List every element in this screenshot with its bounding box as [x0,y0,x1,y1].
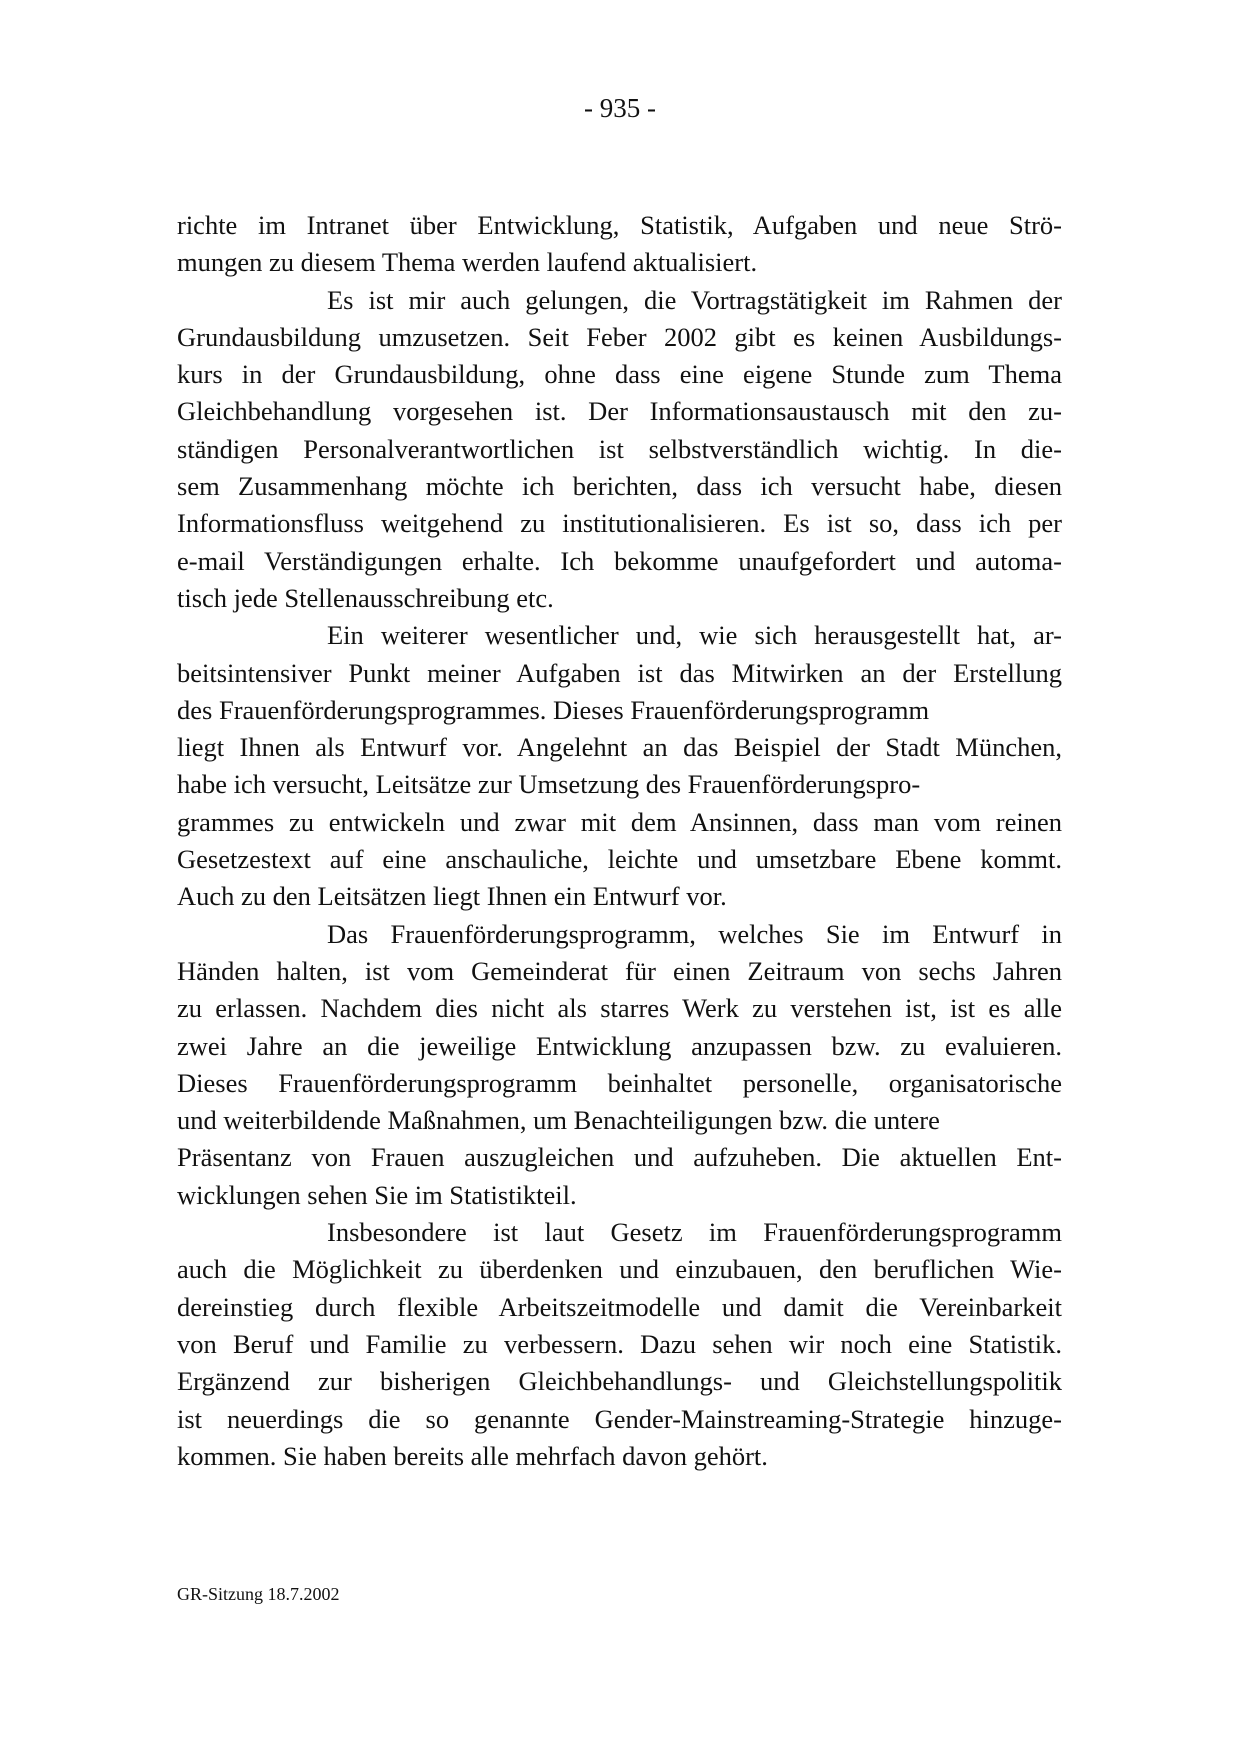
text-line: des Frauenförderungsprogrammes. Dieses Frauenförderungsprogramm [177,694,930,725]
text-line: liegt Ihnen als Entwurf vor. Angelehnt an das Beispiel der Stadt München, [177,732,1062,763]
text-line: Gleichbehandlung vorgesehen ist. Der Informationsaustausch mit den zu- [177,396,1062,427]
text-line: ist neuerdings die so genannte Gender-Mainstreaming-Strategie hinzuge- [177,1403,1062,1434]
text-line: dereinstieg durch flexible Arbeitszeitmodelle und damit die Vereinbarkeit [177,1291,1062,1322]
text-line: kurs in der Grundausbildung, ohne dass eine eigene Stunde zum Thema [177,359,1062,390]
text-line: beitsintensiver Punkt meiner Aufgaben ist das Mitwirken an der Erstellung [177,657,1062,688]
text-line: Insbesondere ist laut Gesetz im Frauenförderungsprogramm [327,1217,1062,1248]
text-line: auch die Möglichkeit zu überdenken und einzubauen, den beruflichen Wie- [177,1254,1062,1285]
text-line: Es ist mir auch gelungen, die Vortragstätigkeit im Rahmen der [327,284,1062,315]
text-line: wicklungen sehen Sie im Statistikteil. [177,1179,577,1210]
text-line: von Beruf und Familie zu verbessern. Dazu sehen wir noch eine Statistik. [177,1328,1062,1359]
text-line: Händen halten, ist vom Gemeinderat für einen Zeitraum von sechs Jahren [177,955,1062,986]
text-line: kommen. Sie haben bereits alle mehrfach davon gehört. [177,1440,768,1471]
text-line: und weiterbildende Maßnahmen, um Benachteiligungen bzw. die untere [177,1105,940,1136]
text-line: Das Frauenförderungsprogramm, welches Sie im Entwurf in [327,918,1062,949]
text-line: zwei Jahre an die jeweilige Entwicklung anzupassen bzw. zu evaluieren. [177,1030,1062,1061]
text-line: ständigen Personalverantwortlichen ist selbstverständlich wichtig. In die- [177,433,1062,464]
text-line: Informationsfluss weitgehend zu institutionalisieren. Es ist so, dass ich per [177,508,1062,539]
text-line: sem Zusammenhang möchte ich berichten, dass ich versucht habe, diesen [177,471,1062,502]
page-number: - 935 - [584,93,656,123]
text-line: tisch jede Stellenausschreibung etc. [177,582,554,613]
text-line: e-mail Verständigungen erhalte. Ich bekomme unaufgefordert und automa- [177,545,1062,576]
footer-session-date: GR-Sitzung 18.7.2002 [177,1584,340,1604]
text-line: habe ich versucht, Leitsätze zur Umsetzung des Frauenförderungspro- [177,769,921,800]
text-line: Ein weiterer wesentlicher und, wie sich herausgestellt hat, ar- [327,620,1062,651]
text-line: Grundausbildung umzusetzen. Seit Feber 2002 gibt es keinen Ausbildungs- [177,321,1062,352]
text-line: grammes zu entwickeln und zwar mit dem Ansinnen, dass man vom reinen [177,806,1062,837]
text-line: richte im Intranet über Entwicklung, Statistik, Aufgaben und neue Strö- [177,210,1062,240]
text-line: Dieses Frauenförderungsprogramm beinhaltet personelle, organisatorische [177,1067,1062,1098]
body-text [177,207,1062,1475]
text-line: zu erlassen. Nachdem dies nicht als starres Werk zu verstehen ist, ist es alle [177,993,1062,1024]
text-line: Präsentanz von Frauen auszugleichen und aufzuheben. Die aktuellen Ent- [177,1142,1062,1173]
text-line: Auch zu den Leitsätzen liegt Ihnen ein Entwurf vor. [177,881,727,912]
text-line: Ergänzend zur bisherigen Gleichbehandlungs- und Gleichstellungspolitik [177,1366,1062,1397]
text-line: mungen zu diesem Thema werden laufend aktualisiert. [177,247,758,278]
text-line: Gesetzestext auf eine anschauliche, leichte und umsetzbare Ebene kommt. [177,844,1062,875]
